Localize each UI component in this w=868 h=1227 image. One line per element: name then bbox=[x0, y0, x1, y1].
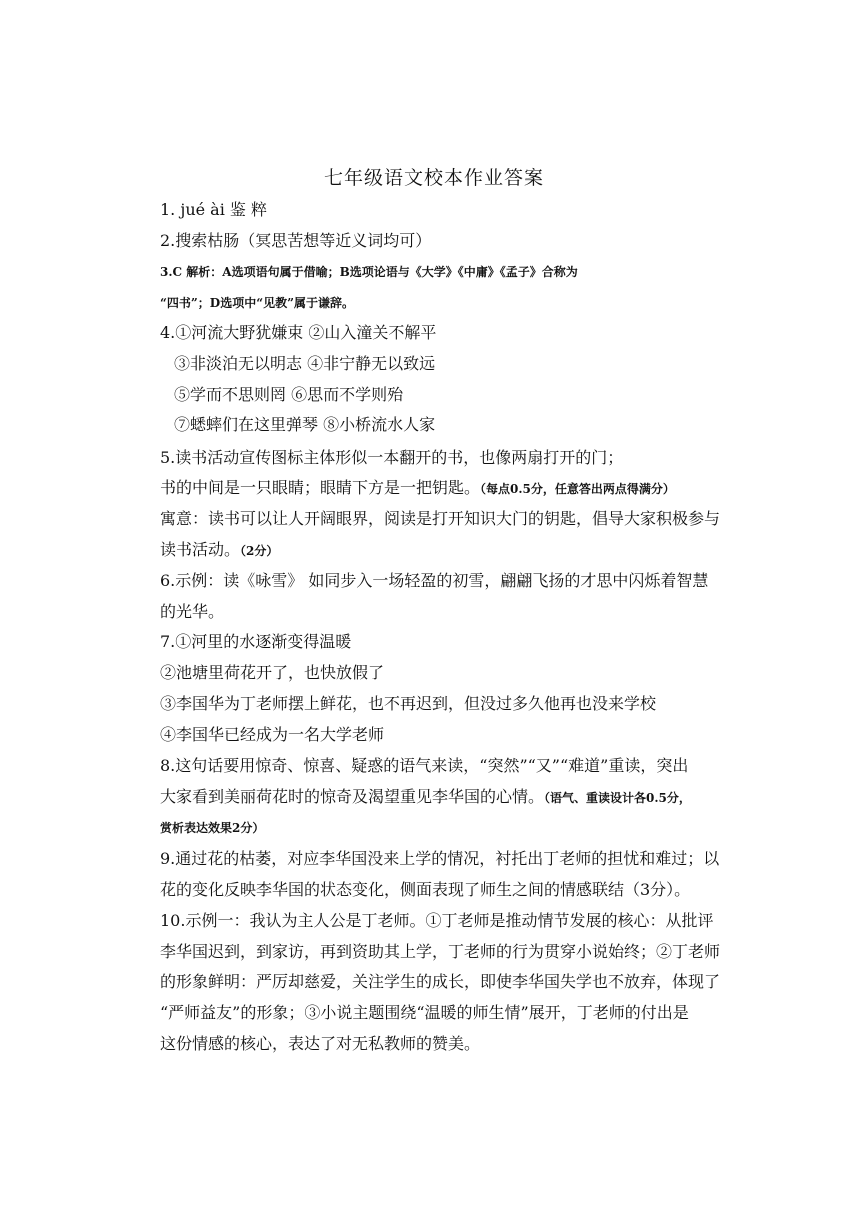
answer-6-line-1 bbox=[160, 570, 708, 592]
answer-text: ⑤学而不思则罔 ⑥思而不学则殆 bbox=[174, 385, 404, 404]
scoring-note: 赏析表达效果2分） bbox=[160, 821, 265, 835]
answer-3-line-1 bbox=[160, 261, 578, 283]
answer-text: “四书”；D选项中“见教”属于谦辞。 bbox=[160, 296, 355, 310]
answer-text: 李华国迟到，到家访，再到资助其上学，丁老师的行为贯穿小说始终；②丁老师 bbox=[160, 942, 721, 961]
answer-text: 5.读书活动宣传图标主体形似一本翻开的书，也像两扇打开的门； bbox=[160, 448, 624, 467]
answer-text: 1. jué ài 鉴 粹 bbox=[160, 200, 268, 219]
answer-text: 7.①河里的水逐渐变得温暖 bbox=[160, 632, 352, 651]
answer-text: 这份情感的核心，表达了对无私教师的赞美。 bbox=[160, 1034, 481, 1053]
answer-text: 6.示例：读《咏雪》 如同步入一场轻盈的初雪，翩翩飞扬的才思中闪烁着智慧 bbox=[160, 571, 709, 590]
answer-8-line-2 bbox=[160, 786, 691, 809]
answer-2 bbox=[160, 230, 431, 252]
answer-text: ②池塘里荷花开了，也快放假了 bbox=[160, 663, 385, 682]
answer-text: ③非淡泊无以明志 ④非宁静无以致远 bbox=[174, 354, 436, 373]
answer-10-line-2 bbox=[160, 941, 720, 963]
answer-8-line-1 bbox=[160, 755, 688, 777]
answer-text: 书的中间是一只眼睛；眼睛下方是一把钥匙。 bbox=[160, 478, 481, 497]
answer-text: 10.示例一：我认为主人公是丁老师。①丁老师是推动情节发展的核心：从批评 bbox=[160, 911, 714, 930]
answer-3-line-2 bbox=[160, 292, 354, 314]
answer-text: 8.这句话要用惊奇、惊喜、疑惑的语气来读，“突然”“又”“难道”重读，突出 bbox=[160, 756, 689, 775]
answer-text: ③李国华为丁老师摆上鲜花，也不再迟到，但没过多久他再也没来学校 bbox=[160, 694, 657, 713]
answer-4-line-4 bbox=[174, 414, 435, 436]
answer-7-line-3 bbox=[160, 693, 656, 715]
answer-1 bbox=[160, 199, 267, 221]
answer-5-line-3 bbox=[160, 508, 720, 530]
answer-text: 9.通过花的枯萎，对应李华国没来上学的情况，衬托出丁老师的担忧和难过；以 bbox=[160, 849, 720, 868]
answer-text: 读书活动。 bbox=[160, 540, 241, 559]
answer-text: 的光华。 bbox=[160, 602, 225, 621]
answer-7-line-4 bbox=[160, 724, 384, 746]
answer-5-line-4 bbox=[160, 539, 278, 562]
answer-text: “严师益友”的形象；③小说主题围绕“温暖的师生情”展开，丁老师的付出是 bbox=[160, 1003, 689, 1022]
answer-5-line-1 bbox=[160, 447, 623, 469]
answer-text: ④李国华已经成为一名大学老师 bbox=[160, 725, 385, 744]
answer-10-line-5 bbox=[160, 1033, 480, 1055]
scoring-note: （2分） bbox=[240, 544, 279, 558]
answer-text: 3.C 解析：A选项语句属于借喻；B选项论语与《大学》《中庸》《孟子》合称为 bbox=[160, 265, 578, 279]
answer-4-line-2 bbox=[174, 353, 435, 375]
answer-7-line-1 bbox=[160, 631, 351, 653]
answer-text: 寓意：读书可以让人开阔眼界，阅读是打开知识大门的钥匙，倡导大家积极参与 bbox=[160, 509, 721, 528]
answer-9-line-2 bbox=[160, 879, 690, 901]
answer-6-line-2 bbox=[160, 601, 224, 623]
answer-10-line-4 bbox=[160, 1002, 689, 1024]
answer-10-line-3 bbox=[160, 971, 720, 993]
answer-7-line-2 bbox=[160, 662, 384, 684]
page-title: 七年级语文校本作业答案 bbox=[323, 167, 544, 189]
answer-9-line-1 bbox=[160, 848, 719, 870]
answer-text: 大家看到美丽荷花时的惊奇及渴望重见李华国的心情。 bbox=[160, 787, 545, 806]
answer-4-line-3 bbox=[174, 384, 403, 406]
answer-text: ⑦蟋蟀们在这里弹琴 ⑧小桥流水人家 bbox=[174, 415, 436, 434]
scoring-note: （语气、重读设计各0.5分， bbox=[544, 791, 691, 805]
answer-4-line-1 bbox=[160, 322, 436, 344]
answer-5-line-2 bbox=[160, 477, 675, 500]
answer-8-line-3 bbox=[160, 816, 264, 839]
answer-10-line-1 bbox=[160, 910, 713, 932]
scoring-note: （每点0.5分，任意答出两点得满分） bbox=[480, 482, 675, 496]
answer-text: 的形象鲜明：严厉却慈爱，关注学生的成长，即使李华国失学也不放弃，体现了 bbox=[160, 972, 721, 991]
answer-text: 2.搜索枯肠（冥思苦想等近义词均可） bbox=[160, 231, 432, 250]
answer-text: 花的变化反映李华国的状态变化，侧面表现了师生之间的情感联结（3分）。 bbox=[160, 880, 691, 899]
answer-text: 4.①河流大野犹嫌束 ②山入潼关不解平 bbox=[160, 323, 437, 342]
